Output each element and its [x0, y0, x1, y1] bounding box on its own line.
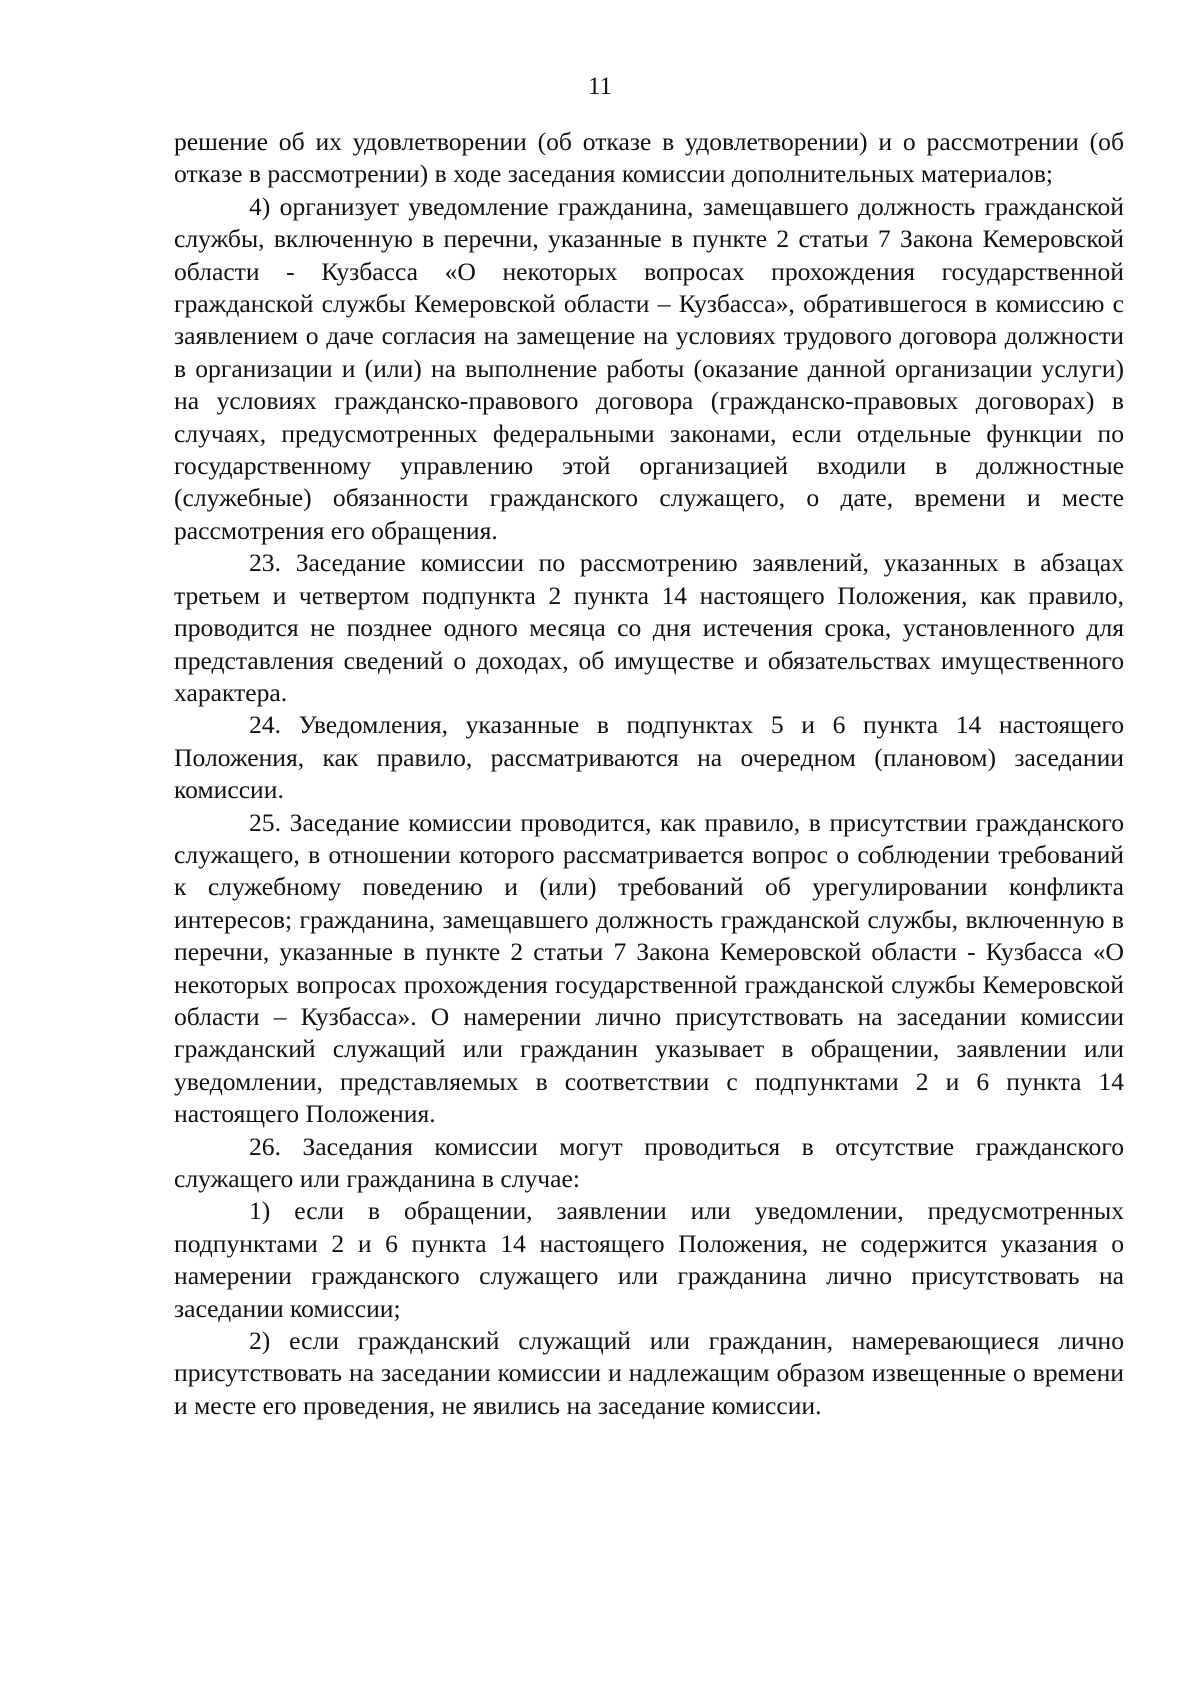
paragraph-clause-25: 25. Заседание комиссии проводится, как правило, в присутствии гражданского служащего, в отношении которого рассматривается вопрос о соблюдении требований к служебному поведению и (или) требований об урегулировании конфликта интересов; гражданина, замещавшего должность гражданской службы, включенную в перечни, указанные в пункте 2 статьи 7 Закона Кемеровской области - Кузбасса «О некоторых вопросах прохождения государственной гражданской службы Кемеровской области – Кузбасса». О намерении лично присутствовать на заседании комиссии гражданский служащий или гражданин указывает в обращении, заявлении или уведомлении, представляемых в соответствии с подпунктами 2 и 6 пункта 14 настоящего Положения.: [174, 807, 1124, 1129]
paragraph-clause-24: 24. Уведомления, указанные в подпунктах 5 и 6 пункта 14 настоящего Положения, как правило, рассматриваются на очередном (плановом) заседании комиссии.: [174, 710, 1124, 805]
document-body: [174, 126, 1124, 1422]
paragraph-clause-26: 26. Заседания комиссии могут проводиться в отсутствие гражданского служащего или гражданина в случае:: [174, 1131, 1124, 1193]
paragraph-item-4: 4) организует уведомление гражданина, замещавшего должность гражданской службы, включенную в перечни, указанные в пункте 2 статьи 7 Закона Кемеровской области - Кузбасса «О некоторых вопросах прохождения государственной гражданской службы Кемеровской области – Кузбасса», обратившегося в комиссию с заявлением о даче согласия на замещение на условиях трудового договора должности в организации и (или) на выполнение работы (оказание данной организации услуги) на условиях гражданско-правового договора (гражданско-правовых договорах) в случаях, предусмотренных федеральными законами, если отдельные функции по государственному управлению этой организацией входили в должностные (служебные) обязанности гражданского служащего, о дате, времени и месте рассмотрения его обращения.: [174, 191, 1124, 545]
paragraph-clause-26-item-1: 1) если в обращении, заявлении или уведомлении, предусмотренных подпунктами 2 и 6 пункта 14 настоящего Положения, не содержится указания о намерении гражданского служащего или гражданина лично присутствовать на заседании комиссии;: [174, 1196, 1124, 1323]
page-number: 11: [587, 73, 613, 100]
paragraph-clause-23: 23. Заседание комиссии по рассмотрению заявлений, указанных в абзацах третьем и четвертом подпункта 2 пункта 14 настоящего Положения, как правило, проводится не позднее одного месяца со дня истечения срока, установленного для представления сведений о доходах, об имуществе и обязательствах имущественного характера.: [174, 548, 1124, 707]
paragraph-clause-26-item-2: 2) если гражданский служащий или гражданин, намеревающиеся лично присутствовать на заседании комиссии и надлежащим образом извещенные о времени и месте его проведения, не явились на заседание комиссии.: [174, 1326, 1124, 1420]
paragraph-continuation: решение об их удовлетворении (об отказе в удовлетворении) и о рассмотрении (об отказе в рассмотрении) в ходе заседания комиссии дополнительных материалов;: [174, 127, 1124, 189]
